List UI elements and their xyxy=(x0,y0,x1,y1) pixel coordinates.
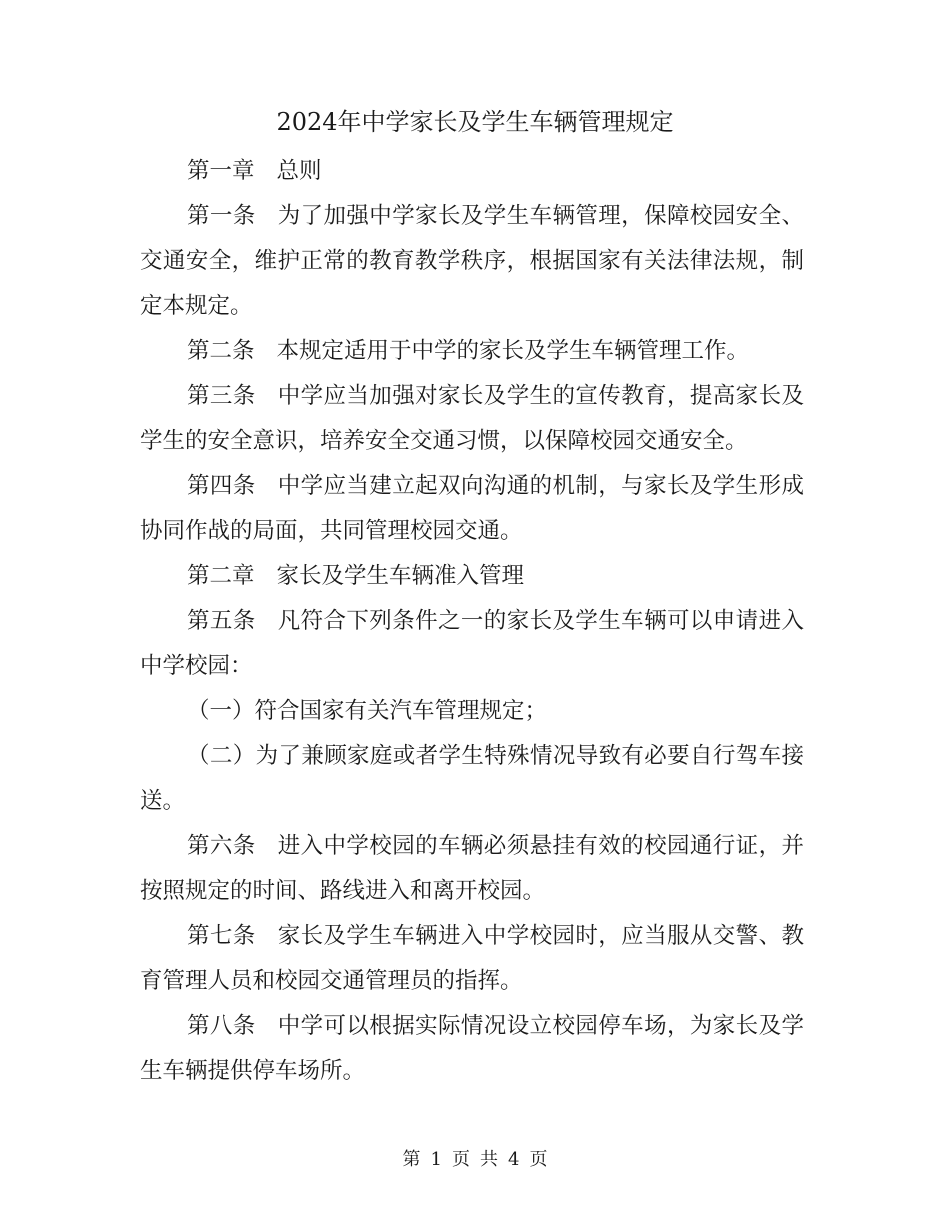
list-item-text: （二）为了兼顾家庭或者学生特殊情况导致有必要自行驾车接送。 xyxy=(140,743,804,814)
footer-total-prefix: 共 xyxy=(480,1149,498,1170)
article-label: 第八条 xyxy=(187,1013,256,1039)
article-label: 第七条 xyxy=(187,923,256,949)
article-8 xyxy=(140,1004,804,1094)
document-title: 2024年中学家长及学生车辆管理规定 xyxy=(276,108,674,136)
article-text: 家长及学生车辆进入中学校园时，应当服从交警、教育管理人员和校园交通管理员的指挥。 xyxy=(140,923,804,994)
article-3 xyxy=(140,374,804,464)
chapter-heading-2 xyxy=(140,554,804,599)
article-5-item-1 xyxy=(140,689,804,734)
article-text: 中学可以根据实际情况设立校园停车场，为家长及学生车辆提供停车场所。 xyxy=(140,1013,804,1084)
article-label: 第二条 xyxy=(187,338,255,364)
current-page-number: 1 xyxy=(430,1149,442,1170)
article-text: 为了加强中学家长及学生车辆管理，保障校园安全、交通安全，维护正常的教育教学秩序，根据国家有关法律法规，制定本规定。 xyxy=(140,203,804,319)
article-label: 第五条 xyxy=(187,608,256,634)
article-label: 第三条 xyxy=(187,383,256,409)
chapter-label: 第二章 xyxy=(187,563,255,589)
article-label: 第六条 xyxy=(187,833,256,859)
article-text: 中学应当加强对家长及学生的宣传教育，提高家长及学生的安全意识，培养安全交通习惯，以保障校园交通安全。 xyxy=(140,383,804,454)
article-7 xyxy=(140,914,804,1004)
footer-prefix: 第 xyxy=(402,1149,421,1170)
article-text: 中学应当建立起双向沟通的机制，与家长及学生形成协同作战的局面，共同管理校园交通。 xyxy=(140,473,804,544)
article-text: 凡符合下列条件之一的家长及学生车辆可以申请进入中学校园： xyxy=(140,608,804,679)
article-2 xyxy=(140,329,804,374)
page-number-footer xyxy=(0,1146,950,1174)
article-label: 第一条 xyxy=(187,203,256,229)
article-6 xyxy=(140,824,804,914)
total-page-count: 4 xyxy=(508,1149,520,1170)
chapter-title: 家长及学生车辆准入管理 xyxy=(276,563,525,589)
article-label: 第四条 xyxy=(187,473,256,499)
article-text: 本规定适用于中学的家长及学生车辆管理工作。 xyxy=(276,338,750,364)
document-body xyxy=(140,149,804,1094)
article-5-item-2 xyxy=(140,734,804,824)
chapter-heading-1 xyxy=(140,149,804,194)
footer-total-unit: 页 xyxy=(529,1149,548,1170)
article-4 xyxy=(140,464,804,554)
article-5 xyxy=(140,599,804,689)
footer-page-unit: 页 xyxy=(452,1149,470,1170)
chapter-label: 第一章 xyxy=(187,158,255,184)
chapter-title: 总则 xyxy=(276,158,322,184)
article-text: 进入中学校园的车辆必须悬挂有效的校园通行证，并按照规定的时间、路线进入和离开校园。 xyxy=(140,833,804,904)
article-1 xyxy=(140,194,804,329)
list-item-text: （一）符合国家有关汽车管理规定； xyxy=(187,698,548,724)
